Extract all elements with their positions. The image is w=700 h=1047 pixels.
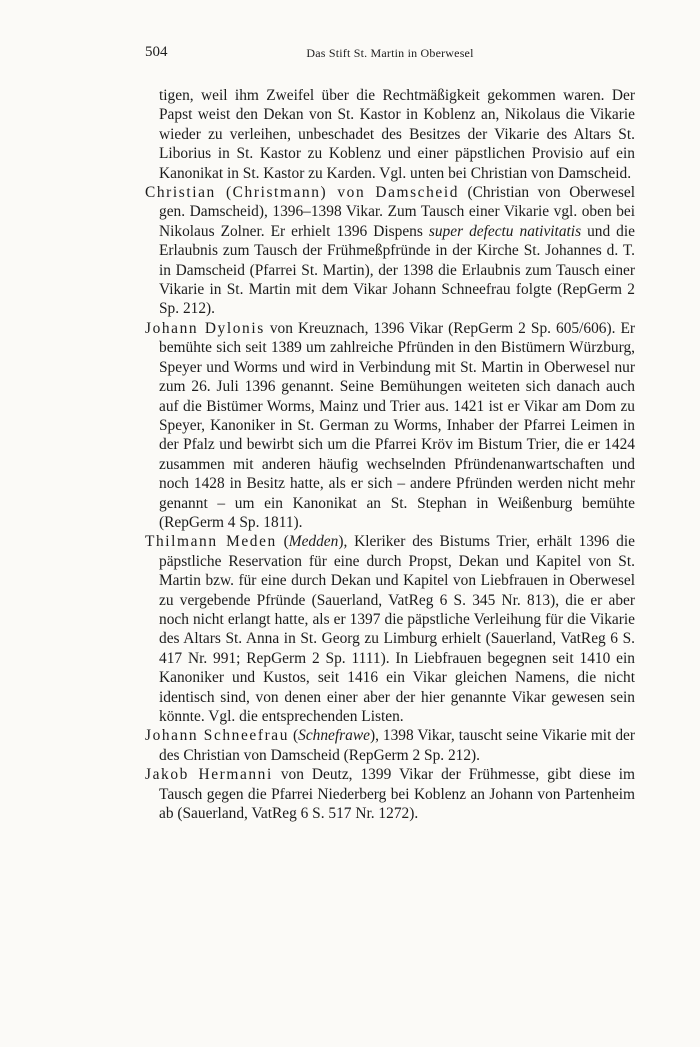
page-body xyxy=(145,86,635,823)
entry-christian-von-damscheid xyxy=(145,183,635,319)
running-title: Das Stift St. Martin in Oberwesel xyxy=(306,46,474,60)
entry-name: Jakob Hermanni xyxy=(145,766,273,784)
entry-text: und die Erlaubnis zum Tausch der Frühmeßpfründe in der Kirche St. Johannes d. T. in Damscheid (Pfarrei St. Martin), der 1398 die Erlaubnis zum Tausch einer Vikarie in St. Martin mit dem Vikar Johann Schneefrau folgte (RepGerm 2 Sp. 212). xyxy=(159,222,635,318)
entry-jakob-hermanni xyxy=(145,765,635,823)
page-header xyxy=(145,44,635,66)
entry-italic-text: super defectu nativitatis xyxy=(428,222,582,240)
entry-text: von Deutz, 1399 Vikar der Frühmesse, gibt diese im Tausch gegen die Pfarrei Niederberg bei Koblenz an Johann von Partenheim ab (Sauerland, VatReg 6 S. 517 Nr. 1272). xyxy=(159,766,635,823)
entry-name: Johann Dylonis xyxy=(145,319,265,337)
entry-text: ( xyxy=(289,727,299,745)
entry-continuation xyxy=(145,86,635,183)
entry-text: ), Kleriker des Bistums Trier, erhält 1396 die päpstliche Reservation für eine durch Propst, Dekan und Kapitel von St. Martin bzw. für eine durch Dekan und Kapitel von Liebfrauen in Oberwesel zu vergebende Pfründe (Sauerland, VatReg 6 S. 345 Nr. 813), die er aber noch nicht erlangt hatte, als er 1397 die päpstliche Verleihung für die Vikarie des Altars St. Anna in St. Georg zu Limburg erhielt (Sauerland, VatReg 6 S. 417 Nr. 991; RepGerm 2 Sp. 1111). In Liebfrauen begegnen seit 1410 ein Kanoniker und Kustos, seit 1416 ein Vikar gleichen Namens, die nicht identisch sind, von denen einer aber der hier genannte Vikar gewesen sein könnte. Vgl. die entsprechenden Listen. xyxy=(159,533,635,725)
entry-johann-schneefrau xyxy=(145,726,635,765)
entry-name: Johann Schneefrau xyxy=(145,727,290,745)
entry-text: tigen, weil ihm Zweifel über die Rechtmäßigkeit gekommen waren. Der Papst weist den Dekan von St. Kastor in Koblenz an, Nikolaus die Vikarie wieder zu verleihen, unbeschadet des Besitzes der Vikarie des Altars St. Liborius in St. Kastor zu Koblenz und einer päpstlichen Provisio auf ein Kanonikat in St. Kastor zu Karden. Vgl. unten bei Christian von Damscheid. xyxy=(159,87,635,182)
entry-italic-text: Schnefrawe xyxy=(298,727,370,745)
page-number: 504 xyxy=(145,44,168,60)
entry-name: Thilmann Meden xyxy=(145,533,277,551)
entry-thilmann-meden xyxy=(145,532,635,726)
entry-johann-dylonis xyxy=(145,319,635,532)
entry-text: ( xyxy=(276,533,289,551)
entry-text: von Kreuznach, 1396 Vikar (RepGerm 2 Sp. 605/606). Er bemühte sich seit 1389 um zahlreiche Pfründen in den Bistümern Würzburg, Speyer und Worms und wird in Verbindung mit St. Martin in Oberwesel nur zum 26. Juli 1396 genannt. Seine Bemühungen weiteten sich danach auch auf die Bistümer Worms, Mainz und Trier aus. 1421 ist er Vikar am Dom zu Speyer, Kanoniker in St. German zu Worms, Inhaber der Pfarrei Leimen in der Pfalz und bewirbt sich um die Pfarrei Kröv im Bistum Trier, die er 1424 zusammen mit anderen häufig wechselnden Pfründenanwartschaften und noch 1428 in Besitz hatte, als er sich – andere Pfründen werden nicht mehr genannt – um ein Kanonikat an St. Stephan in Weißenburg bemühte (RepGerm 4 Sp. 1811). xyxy=(159,319,635,531)
entry-text: (Christian von Oberwesel gen. Damscheid), 1396–1398 Vikar. Zum Tausch einer Vikarie vgl. oben bei Nikolaus Zolner. Er erhielt 1396 Dispens xyxy=(159,184,636,240)
entry-italic-text: Medden xyxy=(288,533,339,551)
entry-name: Christian (Christmann) von Damscheid xyxy=(145,184,459,202)
entry-text: ), 1398 Vikar, tauscht seine Vikarie mit der des Christian von Damscheid (RepGerm 2 Sp. 212). xyxy=(159,727,635,764)
